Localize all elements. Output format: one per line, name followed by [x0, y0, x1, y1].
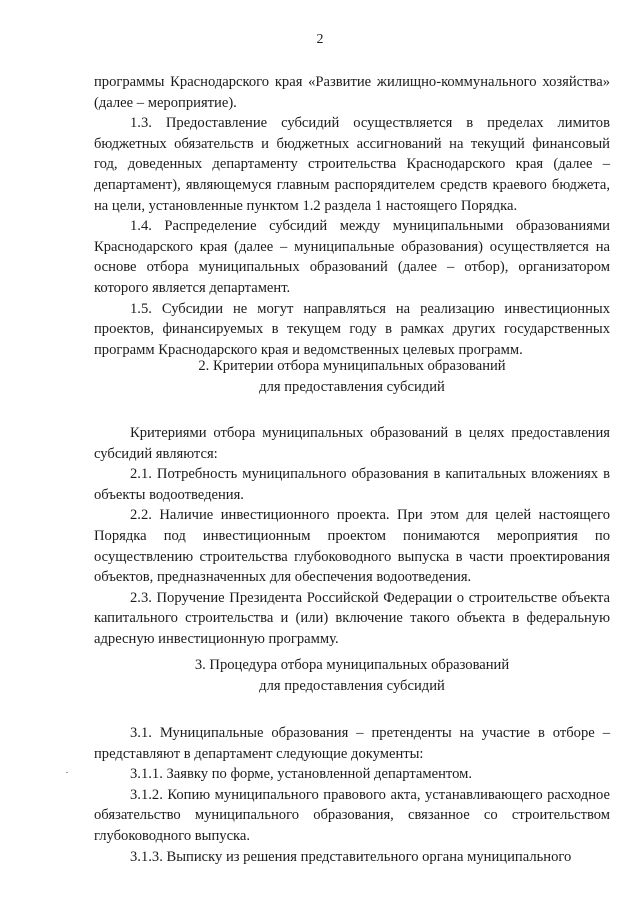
paragraph-1-3: 1.3. Предоставление субсидий осуществляется в пределах лимитов бюджетных обязательств и бюджетных ассигнований на текущий финансовый год, доведенных департаменту строительства Краснодарского края (далее – департамент), являющемуся главным распорядителем средств краевого бюджета, на цели, установленные пунктом 1.2 раздела 1 настоящего Порядка.	[94, 115, 610, 214]
section-3-heading	[94, 655, 610, 696]
paragraph-2-1: 2.1. Потребность муниципального образования в капитальных вложениях в объекты водоотведения.	[94, 466, 610, 503]
paragraph-3-1-1: 3.1.1. Заявку по форме, установленной департаментом.	[130, 766, 472, 783]
page-number: 2	[316, 32, 324, 47]
paragraph-3-1: 3.1. Муниципальные образования – претенденты на участие в отборе – представляют в департамент следующие документы:	[94, 725, 610, 762]
section-2-heading-line-1: 2. Критерии отбора муниципальных образований	[198, 358, 506, 374]
section-2-heading-line-2: для предоставления субсидий	[259, 378, 445, 395]
paragraph-criteria-intro: Критериями отбора муниципальных образований в целях предоставления субсидий являются:	[94, 425, 610, 462]
section-2-body	[94, 423, 610, 650]
paragraph-3-1-2: 3.1.2. Копию муниципального правового акта, устанавливающего расходное обязательство муниципального образования, связанное со строительством глубоководного выпуска.	[94, 786, 610, 844]
section-3-body	[94, 723, 610, 867]
paragraph-continuation: программы Краснодарского края «Развитие жилищно-коммунального хозяйства» (далее – мероприятие).	[94, 74, 610, 111]
paragraph-1-5: 1.5. Субсидии не могут направляться на реализацию инвестиционных проектов, финансируемых в текущем году в рамках других государственных программ Краснодарского края и ведомственных целевых программ.	[94, 300, 610, 358]
section-3-heading-line-1: 3. Процедура отбора муниципальных образований	[194, 657, 510, 673]
intro-block	[94, 72, 610, 360]
paragraph-3-1-3: 3.1.3. Выписку из решения представительного органа муниципального	[130, 848, 572, 865]
section-2-heading	[94, 356, 610, 397]
section-3-heading-line-2: для предоставления субсидий	[259, 677, 445, 694]
paragraph-2-2: 2.2. Наличие инвестиционного проекта. При этом для целей настоящего Порядка под инвестиционным проектом понимаются мероприятия по осуществлению строительства глубоководного выпуска в части проектирования объектов, предназначенных для обеспечения водоотведения.	[94, 507, 610, 586]
paragraph-2-3: 2.3. Поручение Президента Российской Федерации о строительстве объекта капитального строительства и (или) включение такого объекта в федеральную адресную инвестиционную программу.	[94, 589, 610, 647]
scan-speck	[66, 772, 68, 773]
paragraph-1-4: 1.4. Распределение субсидий между муниципальными образованиями Краснодарского края (далее – муниципальные образования) осуществляется на основе отбора муниципальных образований (далее – отбор), организатором которого является департамент.	[94, 218, 610, 296]
